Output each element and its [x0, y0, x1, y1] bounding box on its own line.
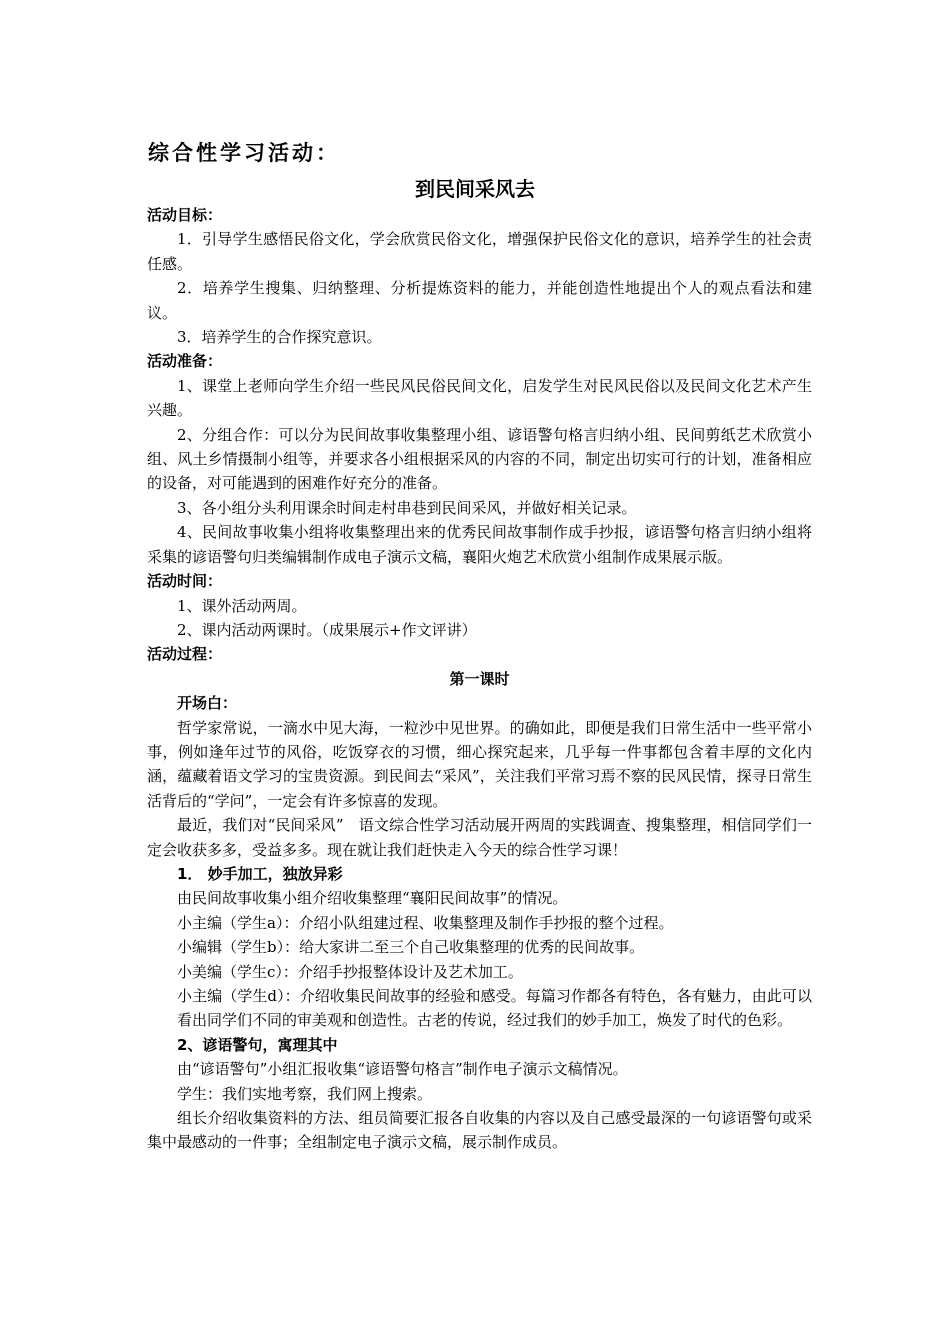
time-item: 2、课内活动两课时。（成果展示+作文评讲） [177, 620, 477, 639]
section-prep-label: 活动准备： [147, 352, 223, 371]
doc-body [147, 203, 812, 1155]
part1-line: 小编辑（学生b）：给大家讲二至三个自己收集整理的优秀的民间故事。 [177, 938, 645, 957]
lesson-heading: 第一课时 [449, 669, 510, 688]
time-item: 1、课外活动两周。 [177, 596, 307, 615]
section-goals-label: 活动目标： [147, 206, 223, 224]
part1-line: 由民间故事收集小组介绍收集整理“襄阳民间故事”的情况。 [177, 889, 568, 908]
part2-line: 由“谚语警句”小组汇报收集“谚语警句格言”制作电子演示文稿情况。 [177, 1060, 628, 1079]
section-process-label: 活动过程： [147, 645, 223, 664]
section-time-label: 活动时间： [147, 572, 223, 591]
part2-final-paragraph: 组长介绍收集资料的方法、组员简要汇报各自收集的内容以及自己感受最深的一句谚语警句或采集中最感动的一件事；全组制定电子演示文稿，展示制作成员。 [147, 1109, 812, 1152]
prep-item: 1、课堂上老师向学生介绍一些民风民俗民间文化，启发学生对民风民俗以及民间文化艺术产生兴趣。 [147, 376, 812, 420]
opening-paragraph: 最近，我们对“民间采风” 语文综合性学习活动展开两周的实践调查、搜集整理，相信同学们一定会收获多多，受益多多。现在就让我们赶快走入今天的综合性学习课！ [147, 816, 812, 859]
doc-heading: 综合性学习活动： [148, 141, 340, 165]
part1-line: 小主编（学生a）：介绍小队组建过程、收集整理及制作手抄报的整个过程。 [177, 913, 674, 932]
opening-label: 开场白： [177, 694, 238, 713]
doc-title: 到民间采风去 [415, 177, 535, 201]
goal-item: 2．培养学生搜集、归纳整理、分析提炼资料的能力，并能创造性地提出个人的观点看法和建议。 [147, 279, 812, 322]
prep-item: 3、各小组分头利用课余时间走村串巷到民间采风，并做好相关记录。 [177, 498, 637, 517]
goal-item: 3．培养学生的合作探究意识。 [177, 328, 382, 347]
part1-title: 1． 妙手加工，独放异彩 [177, 864, 343, 883]
part1-line: 小主编（学生d）：介绍收集民间故事的经验和感受。每篇习作都各有特色，各有魅力，由此可以看出同学们不同的审美观和创造性。古老的传说，经过我们的妙手加工，焕发了时代的色彩。 [177, 987, 812, 1030]
part2-title: 2、谚语警句，寓理其中 [177, 1035, 338, 1054]
part1-line: 小美编（学生c）：介绍手抄报整体设计及艺术加工。 [177, 962, 523, 981]
goal-item: 1．引导学生感悟民俗文化，学会欣赏民俗文化，增强保护民俗文化的意识，培养学生的社会责任感。 [147, 230, 812, 273]
opening-paragraph: 哲学家常说，一滴水中见大海，一粒沙中见世界。的确如此，即便是我们日常生活中一些平常小事，例如逢年过节的风俗，吃饭穿衣的习惯，细心探究起来，几乎每一件事都包含着丰厚的文化内涵，蕴藏着语文学习的宝贵资源。到民间去“采风”，关注我们平常习焉不察的民风民情，探寻日常生活背后的“学问”，一定会有许多惊喜的发现。 [147, 718, 812, 810]
part2-line: 学生：我们实地考察，我们网上搜索。 [177, 1084, 433, 1103]
prep-item: 4、民间故事收集小组将收集整理出来的优秀民间故事制作成手抄报，谚语警句格言归纳小组将采集的谚语警句归类编辑制作成电子演示文稿，襄阳火炮艺术欣赏小组制作成果展示版。 [147, 523, 812, 566]
prep-item: 2、分组合作：可以分为民间故事收集整理小组、谚语警句格言归纳小组、民间剪纸艺术欣赏小组、风土乡情摄制小组等，并要求各小组根据采风的内容的不同，制定出切实可行的计划，准备相应的设备，对可能遇到的困难作好充分的准备。 [147, 425, 812, 493]
